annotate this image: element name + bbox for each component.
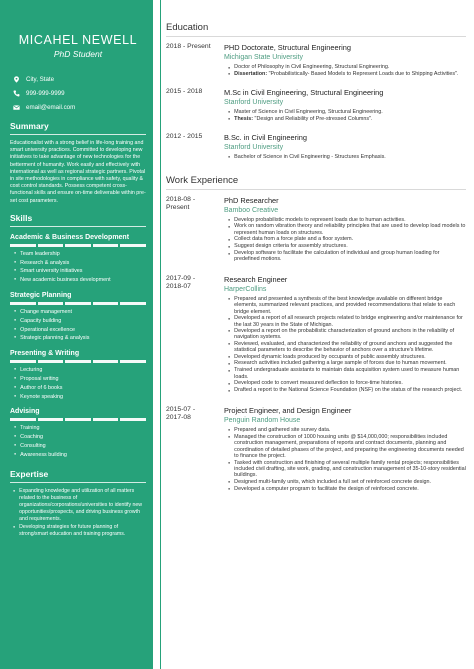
- bullet-icon: ●: [228, 117, 231, 122]
- experience-heading: Work Experience: [166, 175, 466, 190]
- skill-level-segment: [38, 244, 64, 247]
- entry-bullet: [224, 250, 466, 263]
- skill-item: ● Awareness building: [14, 451, 146, 460]
- expertise-text: Expanding knowledge and utilization of all matters related to the business of organizations/corporations/universities to identify new opportunities/prospects, and driving business growth and requirements.: [19, 487, 143, 522]
- skill-list: [10, 424, 146, 459]
- skill-level-segment: [120, 360, 146, 363]
- skill-item: ● Change management: [14, 308, 146, 317]
- entry-bullet-text: [234, 154, 386, 161]
- bullet-icon: ●: [13, 525, 16, 530]
- skill-item: ● New academic business development: [14, 276, 146, 285]
- skill-groups: [10, 233, 146, 460]
- entry-bullet-text: Research activities included gathering a large sample of forces due to human movement.: [234, 360, 447, 367]
- entry-bullet-label: Thesis:: [234, 115, 254, 122]
- entry-date-line: 2012 - 2015: [166, 132, 203, 140]
- entry-organization: Bamboo Creative: [224, 206, 279, 214]
- skill-group-title: Academic & Business Development: [10, 233, 130, 241]
- entry-bullet-text: Reviewed, evaluated, and characterized the reliability of ground anchors and suggested the statistical parameters to describe the behavior of anchors over a structure's lifetime.: [234, 340, 453, 354]
- bullet-icon: ●: [228, 72, 231, 77]
- expertise-heading: Expertise: [10, 469, 146, 483]
- entry-bullet: [224, 236, 466, 243]
- skill-level-segment: [93, 360, 119, 363]
- entry-bullets: [224, 64, 466, 78]
- entry-bullet-text: Managed the construction of 1000 housing units @ $14,000,000; responsibilities included construction management, preparations of reports and contract documents, planning and coordination of detailed phases of the project, and preparing the engineering documents needed to finance the project.: [234, 433, 464, 460]
- contact-phone-text[interactable]: 999-999-9999: [26, 89, 65, 97]
- location-icon: [13, 76, 20, 83]
- entry-bullet-text: Suggest design criteria for assembly structures.: [234, 243, 348, 250]
- education-entry: [166, 133, 466, 161]
- entry-date-line: 2017-08: [166, 414, 191, 422]
- entry-bullets: [224, 296, 466, 394]
- skill-level-segment: [93, 302, 119, 305]
- entry-bullet-label: Dissertation:: [234, 70, 268, 77]
- entry-bullet: [224, 116, 466, 123]
- entry-bullet: [224, 217, 466, 224]
- entry-date-line: 2017-09 -: [166, 274, 196, 282]
- expertise-text: Developing strategies for future planning of strong/smart education and training programs.: [19, 523, 126, 537]
- entry-content: [224, 406, 466, 493]
- email-icon: [13, 104, 20, 111]
- skill-item: ● Coaching: [14, 433, 146, 442]
- bullet-icon: ●: [228, 244, 231, 249]
- education-section: [166, 22, 466, 161]
- bullet-icon: ●: [228, 65, 231, 70]
- entry-bullet: [224, 71, 466, 78]
- entry-bullets: [224, 427, 466, 493]
- entry-bullet-text: Tasked with construction and finishing of several multiple family rental projects; responsibilities included civil drafting, site work, grading, and construction management of 35-10-story residential buildings.: [234, 459, 466, 479]
- skill-level-segment: [65, 360, 91, 363]
- entry-dates: [166, 406, 224, 493]
- skill-item: ● Team leadership: [14, 250, 146, 259]
- skill-level-segment: [38, 360, 64, 363]
- entry-bullet-text: Developed a report of all research projects related to bridge engineering and/or maintenance for the last 30 years in the State of Michigan.: [234, 315, 463, 328]
- bullet-icon: ●: [228, 218, 231, 223]
- entry-bullet-text: Prepared and presented a synthesis of the best knowledge available on different bridge elements, summarized relevant practices, and provided recommendations that relate to each bridge element.: [234, 295, 456, 315]
- skill-item: ● Research & analysis: [14, 259, 146, 268]
- entry-date-line: Present: [166, 204, 190, 212]
- skills-section: [10, 213, 146, 460]
- summary-heading: Summary: [10, 121, 146, 135]
- entry-bullet-body: Doctor of Philosophy in Civil Engineering, Structural Engineering.: [234, 64, 390, 70]
- experience-entry: [166, 196, 466, 263]
- entry-bullet: [224, 479, 466, 486]
- expertise-item: [13, 524, 146, 538]
- skill-level-segment: [65, 418, 91, 421]
- entry-bullets: [224, 109, 466, 123]
- contact-phone: [10, 86, 146, 100]
- entry-bullet-body: "Design and Reliability of Pre-stressed Columns".: [253, 115, 373, 122]
- entry-bullet: [224, 296, 466, 315]
- timeline-divider: [160, 0, 161, 669]
- candidate-title: PhD Student: [53, 49, 103, 59]
- entry-dates: [166, 275, 224, 394]
- education-heading: Education: [166, 22, 466, 37]
- entry-organization: Stanford University: [224, 143, 284, 151]
- entry-title: Project Engineer, and Design Engineer: [224, 405, 352, 415]
- skill-item: ● Author of 6 books: [14, 384, 146, 393]
- bullet-icon: ●: [228, 487, 231, 492]
- skill-level-segment: [38, 418, 64, 421]
- skill-item: ● Training: [14, 424, 146, 433]
- bullet-icon: ●: [228, 388, 231, 393]
- bullet-icon: ●: [228, 428, 231, 433]
- skill-level-bar: [10, 244, 146, 247]
- skill-item: ● Capacity building: [14, 317, 146, 326]
- entry-bullet: [224, 427, 466, 434]
- entry-date-line: 2018-07: [166, 283, 191, 291]
- skill-item: ● Consulting: [14, 442, 146, 451]
- entry-title: PhD Researcher: [224, 195, 279, 205]
- entry-bullet: [224, 64, 466, 71]
- entry-bullet: [224, 223, 466, 236]
- skill-item: ● Lecturing: [14, 366, 146, 375]
- skill-group: [10, 233, 146, 285]
- entry-date-line: 2015-07 -: [166, 405, 196, 413]
- bullet-icon: ●: [228, 224, 231, 229]
- bullet-icon: ●: [228, 251, 231, 256]
- bullet-icon: ●: [13, 489, 16, 494]
- contact-email: [10, 100, 146, 114]
- entry-bullet-text: [234, 116, 372, 123]
- skill-group: [10, 407, 146, 459]
- entry-content: [224, 88, 466, 123]
- entry-bullet: [224, 243, 466, 250]
- bullet-icon: ●: [228, 155, 231, 160]
- entry-bullet: [224, 341, 466, 354]
- entry-organization: Michigan State University: [224, 54, 303, 61]
- entry-bullet: [224, 387, 466, 394]
- entry-date-line: 2015 - 2018: [166, 87, 203, 95]
- main-content: [166, 0, 466, 669]
- entry-bullet-text: [234, 71, 458, 78]
- skill-list: [10, 366, 146, 401]
- entry-bullet-text: Trained undergraduate assistants to maintain data acquisition system used to measure human loads.: [234, 367, 460, 380]
- skill-level-segment: [120, 244, 146, 247]
- entry-content: [224, 133, 466, 161]
- skill-list: [10, 308, 146, 343]
- entry-bullet-text: Drafted a report to the National Science Foundation (NSF) on the status of the research project.: [234, 387, 463, 394]
- entry-bullet-text: Developed code to convert measured deflection to force-time histories.: [234, 380, 403, 387]
- summary-section: [10, 121, 146, 205]
- skill-item: ● Keynote speaking: [14, 393, 146, 402]
- education-entry: [166, 88, 466, 123]
- entry-bullet-text: Develop software to facilitate the calculation of individual and group human loading for predefined motions.: [234, 250, 440, 263]
- entry-content: [224, 43, 466, 78]
- entry-date-line: 2018 - Present: [166, 43, 211, 50]
- bullet-icon: ●: [228, 361, 231, 366]
- skill-item: ● Smart university initiatives: [14, 267, 146, 276]
- skill-list: [10, 250, 146, 285]
- entry-dates: [166, 196, 224, 263]
- entry-content: [224, 275, 466, 394]
- entry-dates: [166, 88, 224, 123]
- skill-level-bar: [10, 360, 146, 363]
- entry-bullet: [224, 354, 466, 361]
- contact-location-text: City, State: [26, 75, 55, 83]
- bullet-icon: ●: [228, 342, 231, 347]
- skill-level-bar: [10, 418, 146, 421]
- bullet-icon: ●: [228, 435, 231, 440]
- entry-bullet: [224, 360, 466, 367]
- entry-bullet: [224, 486, 466, 493]
- entry-bullet: [224, 434, 466, 460]
- bullet-icon: ●: [228, 480, 231, 485]
- entry-bullet-text: Prepared and gathered site survey data.: [234, 426, 331, 433]
- bullet-icon: ●: [228, 355, 231, 360]
- entry-bullets: [224, 154, 466, 161]
- skill-group: [10, 349, 146, 401]
- entry-bullet-body: Bachelor of Science in Civil Engineering - Structures Emphasis.: [234, 153, 386, 160]
- entry-bullets: [224, 217, 466, 263]
- experience-entry: [166, 275, 466, 394]
- bullet-icon: ●: [228, 110, 231, 115]
- entry-bullet: [224, 367, 466, 380]
- entry-organization: HarperCollins: [224, 285, 267, 293]
- entry-bullet-body: "Probabilistically- Based Models to Represent Loads due to Shipping Activities".: [267, 70, 459, 77]
- entry-bullet-text: Developed a report on the probabilistic characterization of ground anchors in the reliability of navigation systems.: [234, 327, 455, 341]
- skill-level-segment: [120, 418, 146, 421]
- bullet-icon: ●: [228, 297, 231, 302]
- skill-level-segment: [10, 302, 36, 305]
- bullet-icon: ●: [228, 329, 231, 334]
- entry-bullet: [224, 154, 466, 161]
- expertise-list: [10, 488, 146, 538]
- skill-level-segment: [10, 244, 36, 247]
- skill-level-segment: [65, 302, 91, 305]
- entry-bullet-text: Designed multi-family units, which included a full set of reinforced concrete design.: [234, 478, 432, 485]
- entry-title: Research Engineer: [224, 274, 288, 284]
- entry-dates: [166, 43, 224, 78]
- education-entry: [166, 43, 466, 78]
- bullet-icon: ●: [228, 461, 231, 465]
- entry-bullet-text: Developed a computer program to facilitate the design of reinforced concrete.: [234, 485, 419, 492]
- bullet-icon: ●: [228, 368, 231, 373]
- entry-bullet-text: Develop probabilistic models to represent loads due to human activities.: [234, 216, 406, 223]
- entry-bullet: [224, 315, 466, 328]
- experience-entries: [166, 196, 466, 493]
- skill-level-segment: [10, 418, 36, 421]
- entry-title: B.Sc. in Civil Engineering: [224, 132, 307, 142]
- entry-dates: [166, 133, 224, 161]
- candidate-name: MICAHEL NEWELL: [18, 33, 138, 47]
- skill-level-bar: [10, 302, 146, 305]
- entry-bullet: [224, 380, 466, 387]
- skill-level-segment: [38, 302, 64, 305]
- entry-date-line: 2018-08 -: [166, 195, 196, 203]
- entry-bullet-text: Developed dynamic loads produced by occupants of public assembly structures.: [234, 353, 426, 360]
- entry-bullet-body: Master of Science in Civil Engineering, Structural Engineering.: [234, 108, 383, 115]
- skill-level-segment: [120, 302, 146, 305]
- entry-organization: Stanford University: [224, 98, 284, 106]
- entry-title: M.Sc in Civil Engineering, Structural Engineering: [224, 87, 384, 97]
- skill-item: ● Strategic planning & analysis: [14, 334, 146, 343]
- expertise-item: [13, 488, 146, 523]
- sidebar: [0, 0, 153, 669]
- skill-item: ● Proposal writing: [14, 375, 146, 384]
- bullet-icon: ●: [228, 237, 231, 242]
- skill-group: [10, 291, 146, 343]
- skill-level-segment: [65, 244, 91, 247]
- skill-group-title: Strategic Planning: [10, 292, 72, 300]
- entry-bullet-text: [234, 109, 383, 116]
- skill-group-title: Advising: [10, 408, 40, 416]
- skill-level-segment: [93, 244, 119, 247]
- entry-title: PHD Doctorate, Structural Engineering: [224, 43, 351, 52]
- skill-item: ● Operational excellence: [14, 326, 146, 335]
- skills-heading: Skills: [10, 213, 146, 227]
- entry-content: [224, 196, 466, 263]
- contact-location: [10, 72, 146, 86]
- experience-section: [166, 175, 466, 493]
- entry-bullet-text: [234, 64, 389, 71]
- summary-text: Educationalist with a strong belief in life-long training and smart university practices. Committed to developing new initiatives to take advantage of new technologies for the betterment of humanity. Work easily and effectively with international as well as regional strategic partners. Pivotal in site methodologies in compliance with safety, quality & cost control standards. Possess competent cross-functional skills and ensure on-time deliverable within pre-set cost parameters.: [10, 140, 146, 204]
- entry-organization: Penguin Random House: [224, 416, 301, 424]
- bullet-icon: ●: [228, 381, 231, 386]
- entry-bullet-text: Work on random vibration theory and reliability principles that are used to develop load models to represent human loads on structures.: [234, 223, 466, 236]
- contact-list: [10, 72, 146, 114]
- expertise-section: [10, 469, 146, 538]
- bullet-icon: ●: [228, 316, 231, 321]
- experience-entry: [166, 406, 466, 493]
- education-entries: [166, 43, 466, 161]
- entry-bullet: [224, 328, 466, 341]
- phone-icon: [13, 90, 20, 97]
- skill-level-segment: [93, 418, 119, 421]
- skill-group-title: Presenting & Writing: [10, 350, 80, 358]
- contact-email-text[interactable]: email@email.com: [26, 103, 76, 111]
- entry-bullet-text: Collect data from a force plate and a floor system.: [234, 236, 354, 243]
- entry-bullet: [224, 109, 466, 116]
- skill-level-segment: [10, 360, 36, 363]
- entry-bullet: [224, 460, 466, 479]
